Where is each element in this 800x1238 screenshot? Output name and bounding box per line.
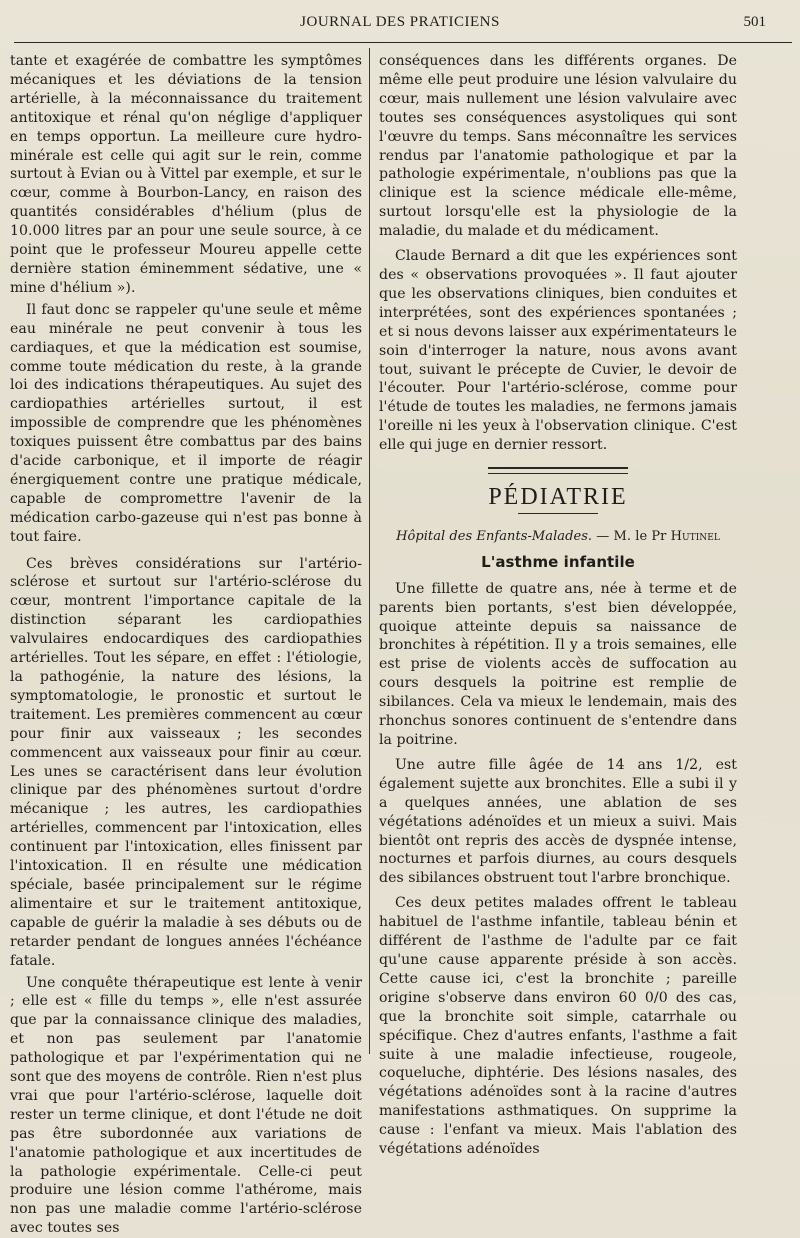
hospital-name: Hôpital des Enfants-Malades. [396,529,592,544]
page-number: 501 [744,14,767,31]
paragraph: tante et exagérée de combattre les symptômes mécaniques et les déviations de la tension artérielle, à la méconnaissance du traitement antitoxique et rénal qu'on néglige d'appliquer en temps opportun. La meilleure cure hydro-minérale est celle qui agit sur le rein, comme surtout à Evian ou à Vittel par exemple, et sur le cœur, comme à Bourbon-Lancy, en raison des quantités considérables d'hélium (plus de 10.000 litres par an pour une seule source, à ce point que le professeur Moureu appelle cette dernière station éminemment sédative, une « mine d'hélium »). [10,52,362,298]
single-rule [518,513,598,514]
paragraph: Ces brèves considérations sur l'artério-sclérose et surtout sur l'artério-sclérose du cœur, montrent l'importance capitale de la distinction séparant les cardiopathies valvulaires endocardiques des cardiopathies artérielles. Tout les sépare, en effet : l'étiologie, la pathogénie, la nature des lésions, la symptomatologie, le pronostic et surtout le traitement. Les premières commencent au cœur pour finir aux vaisseaux ; les secondes commencent aux vaisseaux pour finir au cœur. Les unes se caractérisent dans leur évolution clinique par des phénomènes surtout d'ordre mécanique ; les autres, les cardiopathies artérielles, commencent par l'intoxication, elles continuent par l'intoxication, elles finissent par l'intoxication. Il en résulte une médication spéciale, basée principalement sur le régime alimentaire et sur le traitement antitoxique, capable de guérir la maladie à ses débuts ou de retarder pendant de longues années l'échéance fatale. [10,555,362,971]
byline [379,528,737,547]
paragraph: conséquences dans les différents organes. De même elle peut produire une lésion valvulaire du cœur, mais nullement une lésion valvulaire avec toutes ses conséquences asystoliques qui sont l'œuvre du temps. Sans méconnaître les services rendus par l'anatomie pathologique et par la pathologie expérimentale, n'oublions pas que la clinique est la science médicale elle-même, surtout lorsqu'elle est la physiologie de la maladie, du malade et du médicament. [379,52,737,241]
section-separator [379,467,737,474]
author-prefix: — M. le Pr [596,529,666,544]
author-name: Hutinel [671,529,720,544]
column-divider [369,48,370,1054]
paragraph: Une conquête thérapeutique est lente à venir ; elle est « fille du temps », elle n'est assurée que par la connaissance clinique des maladies, et non pas seulement par l'anatomie pathologique et par l'expérimentation qui ne sont que des moyens de contrôle. Rien n'est plus vrai que pour l'artério-sclérose, laquelle doit rester un terme clinique, et dont l'étude ne doit pas être subordonnée aux variations de l'anatomie pathologique et aux incertitudes de la pathologie expérimentale. Celle-ci peut produire une lésion comme l'athérome, mais non pas une maladie comme l'artério-sclérose avec toutes ses [10,974,362,1238]
double-rule [488,467,628,474]
paragraph: Claude Bernard a dit que les expériences sont des « observations provoquées ». Il faut ajouter que les observations cliniques, bien conduites et interprétées, sont des expériences spontanées ; et si nous devons laisser aux expérimentateurs le soin d'interroger la nature, nous avons avant tout, suivant le précepte de Cuvier, le devoir de l'écouter. Pour l'artério-sclérose, comme pour l'étude de toutes les maladies, ne fermons jamais l'oreille ni les yeux à l'observation clinique. C'est elle qui juge en dernier ressort. [379,247,737,455]
paragraph: Une fillette de quatre ans, née à terme et de parents bien portants, s'est bien développée, quoique atteinte depuis sa naissance de bronchites à répétition. Il y a trois semaines, elle est prise de violents accès de suffocation au cours desquels la poitrine est remplie de sibilances. Cela va mieux le lendemain, mais des rhonchus sonores continuent de s'entendre dans la poitrine. [379,580,737,750]
article-title: L'asthme infantile [379,553,737,572]
journal-title: JOURNAL DES PRATICIENS [0,14,800,31]
right-column [379,52,737,1159]
section-title: PÉDIATRIE [379,488,737,507]
paragraph: Ces deux petites malades offrent le tableau habituel de l'asthme infantile, tableau bénin et différent de l'asthme de l'adulte par ce fait qu'une cause apparente préside à son accès. Cette cause ici, c'est la bronchite ; pareille origine s'observe dans environ 60 0/0 des cas, que la bronchite soit simple, catarrhale ou spécifique. Chez d'autres enfants, l'asthme a fait suite à une maladie infectieuse, rougeole, coqueluche, diphtérie. Des lésions nasales, des végétations adénoïdes sont à la racine d'autres manifestations asthmatiques. On supprime la cause : l'enfant va mieux. Mais l'ablation des végétations adénoïdes [379,894,737,1159]
header-rule [14,42,792,43]
left-column [10,52,362,1238]
running-head [0,10,800,40]
paragraph: Une autre fille âgée de 14 ans 1/2, est également sujette aux bronchites. Elle a subi il y a quelques années, une ablation de ses végétations adénoïdes et un mieux a suivi. Mais bientôt ont repris des accès de dyspnée intense, nocturnes et parfois diurnes, au cours desquels des sibilances obstruent tout l'arbre bronchique. [379,756,737,888]
paragraph: Il faut donc se rappeler qu'une seule et même eau minérale ne peut convenir à tous les cardiaques, et que la médication est soumise, comme toute médication du reste, à la grande loi des indications thérapeutiques. Au sujet des cardiopathies artérielles surtout, il est impossible de comprendre que les phénomènes toxiques puissent être combattus par des bains d'acide carbonique, et il importe de réagir énergiquement contre une pratique médicale, capable de compromettre l'avenir de la médication carbo-gazeuse qui n'est pas bonne à tout faire. [10,301,362,547]
